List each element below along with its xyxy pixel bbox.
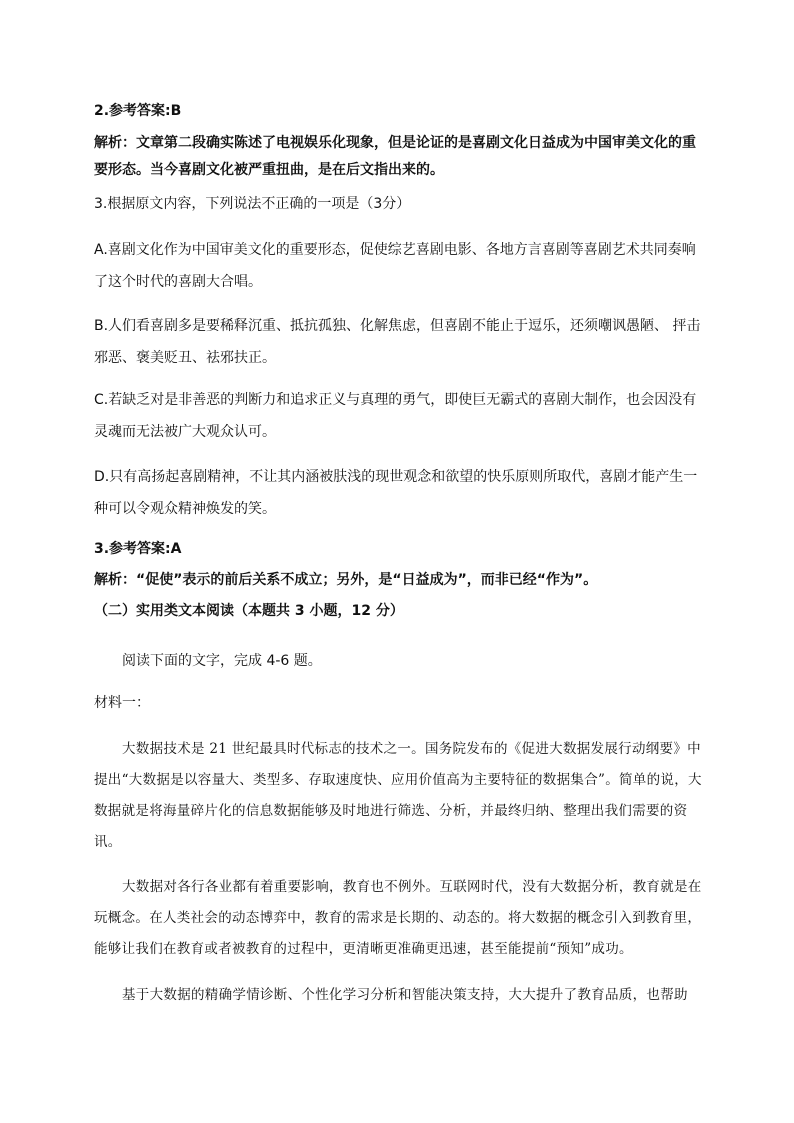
q3-answer: 3.参考答案:A (94, 541, 182, 557)
q3-option-c: C.若缺乏对是非善恶的判断力和追求正义与真理的勇气，即使巨无霸式的喜剧大制作，也会因没有灵魂而无法被广大观众认可。 (94, 392, 697, 440)
q3-question: 3.根据原文内容，下列说法不正确的一项是（3分） (94, 196, 411, 212)
material-label: 材料一： (94, 695, 150, 711)
q3-option-a: A.喜剧文化作为中国审美文化的重要形态，促使综艺喜剧电影、各地方言喜剧等喜剧艺术共同奏响了这个时代的喜剧大合唱。 (94, 242, 696, 290)
q3-analysis: 解析：“促使”表示的前后关系不成立；另外，是“日益成为”，而非已经“作为”。 (94, 572, 598, 588)
q2-answer: 2.参考答案:B (94, 103, 182, 119)
material-paragraph-3: 基于大数据的精确学情诊断、个性化学习分析和智能决策支持，大大提升了教育品质，也帮助 (122, 987, 688, 1003)
q3-option-d: D.只有高扬起喜剧精神，不让其内涵被肤浅的现世观念和欲望的快乐原则所取代，喜剧才能产生一种可以令观众精神焕发的笑。 (94, 469, 698, 517)
q3-option-b: B.人们看喜剧多是要稀释沉重、抵抗孤独、化解焦虑，但喜剧不能止于逗乐，还须嘲讽愚陋、 抨击邪恶、褒美贬丑、祛邪扶正。 (94, 318, 701, 366)
q2-analysis: 解析：文章第二段确实陈述了电视娱乐化现象，但是论证的是喜剧文化日益成为中国审美文化的重要形态。当今喜剧文化被严重扭曲，是在后文指出来的。 (94, 135, 696, 178)
section-instruction: 阅读下面的文字，完成 4-6 题。 (122, 653, 322, 669)
material-paragraph-2: 大数据对各行各业都有着重要影响，教育也不例外。互联网时代，没有大数据分析，教育就是在玩概念。在人类社会的动态博弈中，教育的需求是长期的、动态的。将大数据的概念引入到教育里，能够让我们在教育或者被教育的过程中，更清晰更准确更迅速，甚至能提前“预知”成功。 (94, 879, 702, 957)
material-paragraph-1: 大数据技术是 21 世纪最具时代标志的技术之一。国务院发布的《促进大数据发展行动纲要》中提出“大数据是以容量大、类型多、存取速度快、应用价值高为主要特征的数据集合”。简单的说，大数据就是将海量碎片化的信息数据能够及时地进行筛选、分析，并最终归纳、整理出我们需要的资讯。 (94, 741, 702, 850)
section-title: （二）实用类文本阅读（本题共 3 小题，12 分） (94, 603, 404, 619)
